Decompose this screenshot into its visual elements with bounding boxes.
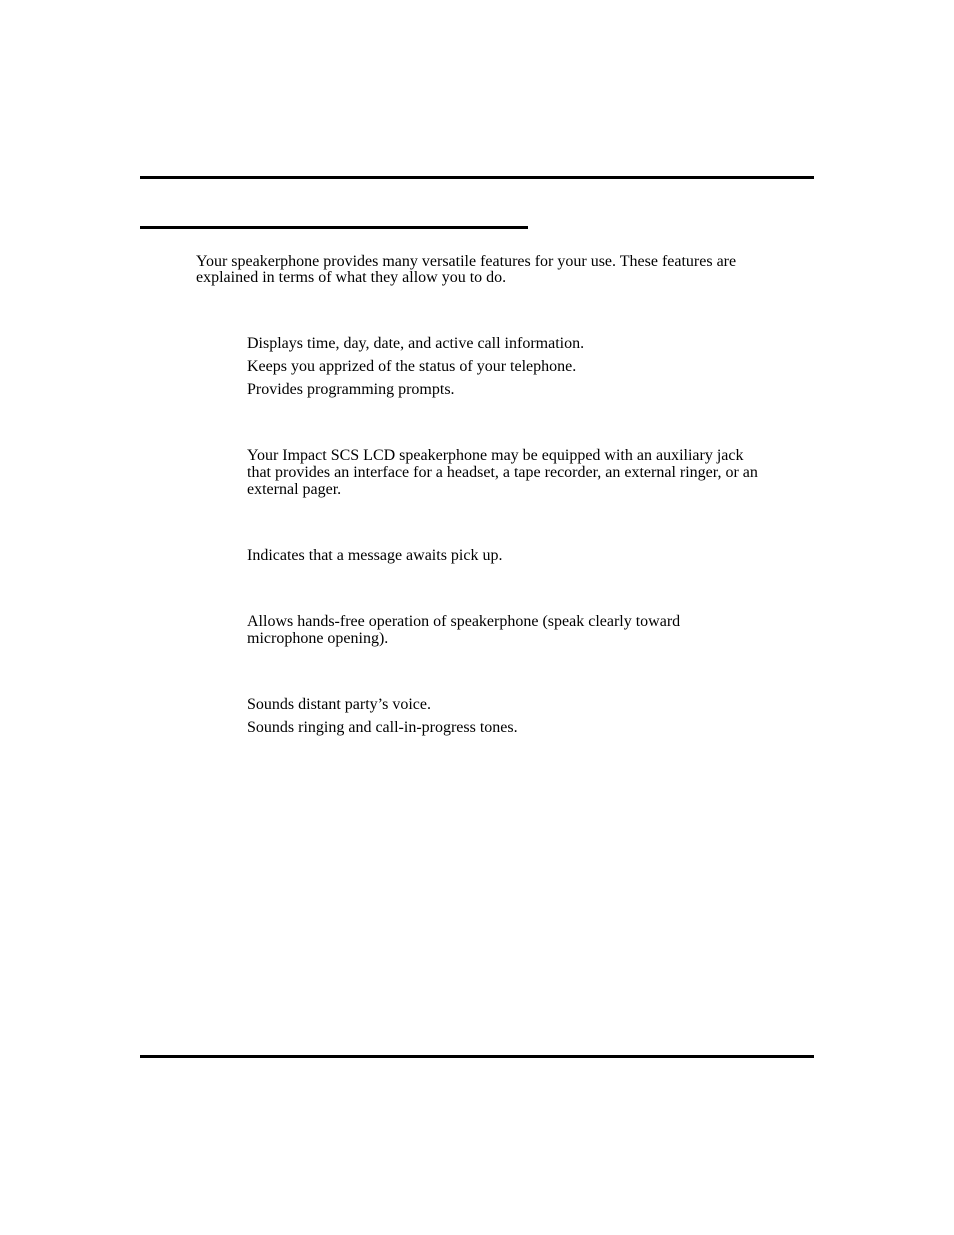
display-feature-line-1: Displays time, day, date, and active call information. — [247, 335, 585, 352]
display-feature-line-3: Provides programming prompts. — [247, 381, 455, 398]
message-indicator-description: Indicates that a message awaits pick up. — [247, 547, 503, 564]
speaker-feature-line-1: Sounds distant party’s voice. — [247, 696, 431, 713]
display-feature-line-2: Keeps you apprized of the status of your telephone. — [247, 358, 577, 375]
auxiliary-jack-description: Your Impact SCS LCD speakerphone may be equipped with an auxiliary jack that provides an interface for a headset, a tape recorder, an external ringer, or an external pager. — [247, 447, 758, 498]
top-rule — [140, 176, 814, 179]
bottom-rule — [140, 1055, 814, 1058]
intro-paragraph: Your speakerphone provides many versatile features for your use. These features are explained in terms of what they allow you to do. — [196, 253, 737, 286]
speaker-feature-line-2: Sounds ringing and call-in-progress tones. — [247, 719, 518, 736]
section-heading-rule — [140, 226, 528, 229]
microphone-description: Allows hands-free operation of speakerphone (speak clearly toward microphone opening). — [247, 613, 681, 647]
